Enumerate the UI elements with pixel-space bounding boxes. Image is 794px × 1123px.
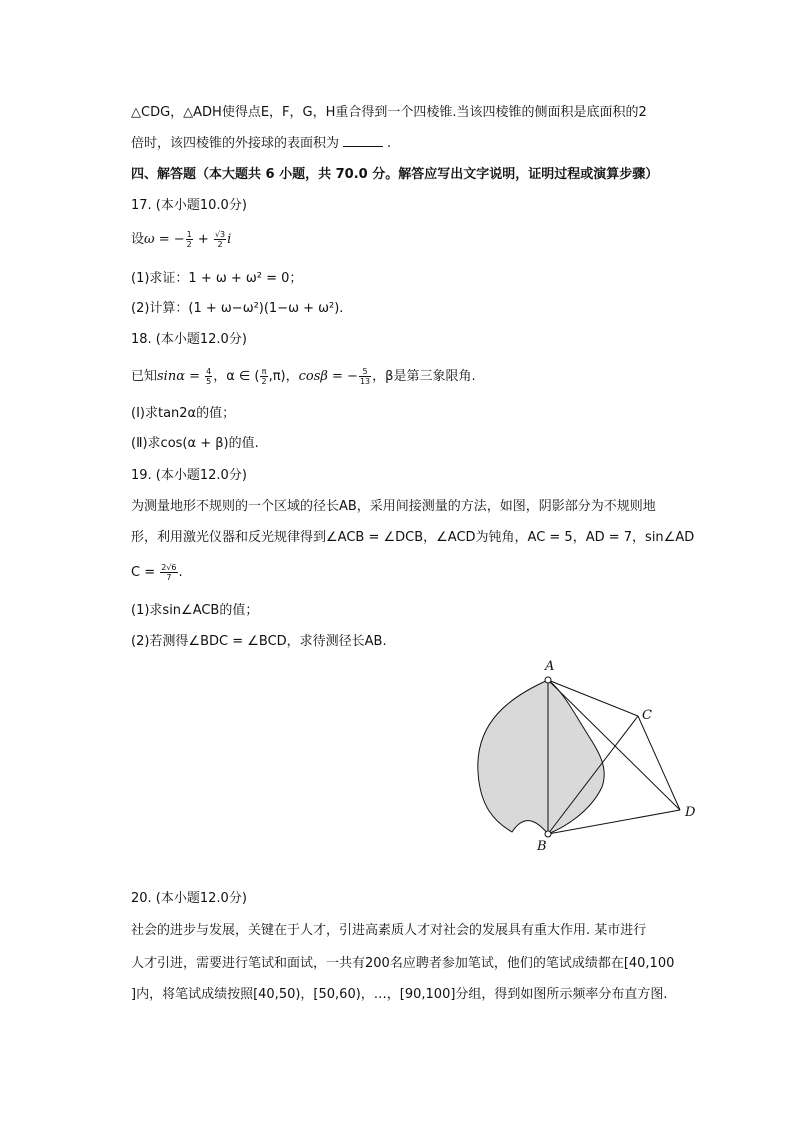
q19-line2: 形，利用激光仪器和反光规律得到∠ACB = ∠DCB，∠ACD为钝角，AC = 5，AD = 7，sin∠AD (131, 530, 695, 545)
q19-h-num: 2√6 (161, 563, 177, 572)
q17-frac-root3 (214, 230, 226, 249)
q20-line1: 社会的进步与发展，关键在于人才，引进高素质人才对社会的发展具有重大作用. 某市进行 (131, 923, 647, 938)
q18-part1: (Ⅰ)求tan2α的值； (131, 406, 236, 421)
q19-part1: (1)求sin∠ACB的值； (131, 603, 259, 618)
q17-frac-half (186, 230, 193, 249)
label-B: B (537, 839, 547, 854)
q17-part1: (1)求证：1 + ω + ω² = 0； (131, 271, 303, 286)
q19-header: 19. (本小题12.0分) (131, 468, 247, 483)
q17-frac2-num: √3 (214, 230, 226, 239)
q17-plus: + (193, 232, 213, 247)
q19-line1: 为测量地形不规则的一个区域的径长AB，采用间接测量的方法，如图，阴影部分为不规则地 (131, 499, 656, 514)
q19-line3-end: . (178, 565, 183, 580)
label-A: A (545, 659, 555, 674)
q18-alpha-in: ，α ∈ ( (213, 369, 260, 384)
q18-g-den: 13 (359, 377, 371, 386)
q18-cosb: cosβ = − (298, 369, 358, 384)
q17-header: 17. (本小题10.0分) (131, 198, 247, 213)
q20-line2: 人才引进，需要进行笔试和面试，一共有200名应聘者参加笔试，他们的笔试成绩都在[40,100 (131, 956, 675, 971)
segment-CD (638, 716, 680, 810)
q18-g-num: 5 (359, 367, 371, 377)
q18-pi-close: ,π)， (268, 369, 299, 384)
q19-frac (160, 563, 177, 582)
q18-f-den: 5 (206, 377, 212, 386)
q18-header: 18. (本小题12.0分) (131, 332, 247, 347)
q19-h-den: 7 (166, 573, 172, 582)
q18-pi-den: 2 (261, 377, 267, 386)
q17-frac1-num: 1 (186, 230, 192, 239)
q20-line3: ]内，将笔试成绩按照[40,50)，[50,60)，…，[90,100]分组，得到如图所示频率分布直方图. (131, 987, 668, 1002)
section-heading: 四、解答题（本大题共 6 小题，共 70.0 分。解答应写出文字说明，证明过程或演算步骤） (131, 167, 659, 182)
q17-frac2-den: 2 (217, 240, 223, 249)
prev-question-line2 (131, 134, 391, 153)
answer-blank (343, 134, 383, 147)
shaded-irregular-region (478, 680, 604, 834)
prev-question-text: 倍时，该四棱锥的外接球的表面积为 (131, 136, 340, 151)
q17-part2: (2)计算：(1 + ω−ω²)(1−ω + ω²). (131, 301, 344, 316)
q18-sina: sinα = (157, 369, 205, 384)
q18-frac-4-5 (205, 367, 212, 386)
q18-known: 已知 (131, 369, 158, 384)
q20-header: 20. (本小题12.0分) (131, 891, 247, 906)
q18-tail: ，β是第三象限角. (372, 369, 476, 384)
prev-question-end: . (387, 136, 392, 151)
q17-frac1-den: 2 (186, 240, 192, 249)
q19-geometry-figure (470, 652, 710, 857)
label-D: D (685, 805, 696, 820)
q18-given (131, 367, 476, 386)
q17-imag-unit: i (227, 232, 232, 247)
q18-frac-pi-2 (260, 367, 267, 386)
point-A-marker (545, 677, 551, 683)
label-C: C (642, 708, 652, 723)
point-B-marker (545, 831, 551, 837)
q17-given-prefix: 设 (131, 232, 145, 247)
q19-line3 (131, 563, 183, 582)
q17-omega: ω = − (144, 232, 185, 247)
q18-frac-5-13 (359, 367, 371, 386)
prev-question-line1: △CDG，△ADH使得点E，F，G，H重合得到一个四棱锥.当该四棱锥的侧面积是底面积的2 (131, 105, 647, 120)
q17-given (131, 230, 231, 249)
q19-line3-text: C = (131, 565, 160, 580)
q19-part2: (2)若测得∠BDC = ∠BCD，求待测径长AB. (131, 634, 387, 649)
q18-pi-num: π (261, 367, 267, 376)
q18-f-num: 4 (206, 367, 212, 376)
q18-part2: (Ⅱ)求cos(α + β)的值. (131, 436, 259, 451)
